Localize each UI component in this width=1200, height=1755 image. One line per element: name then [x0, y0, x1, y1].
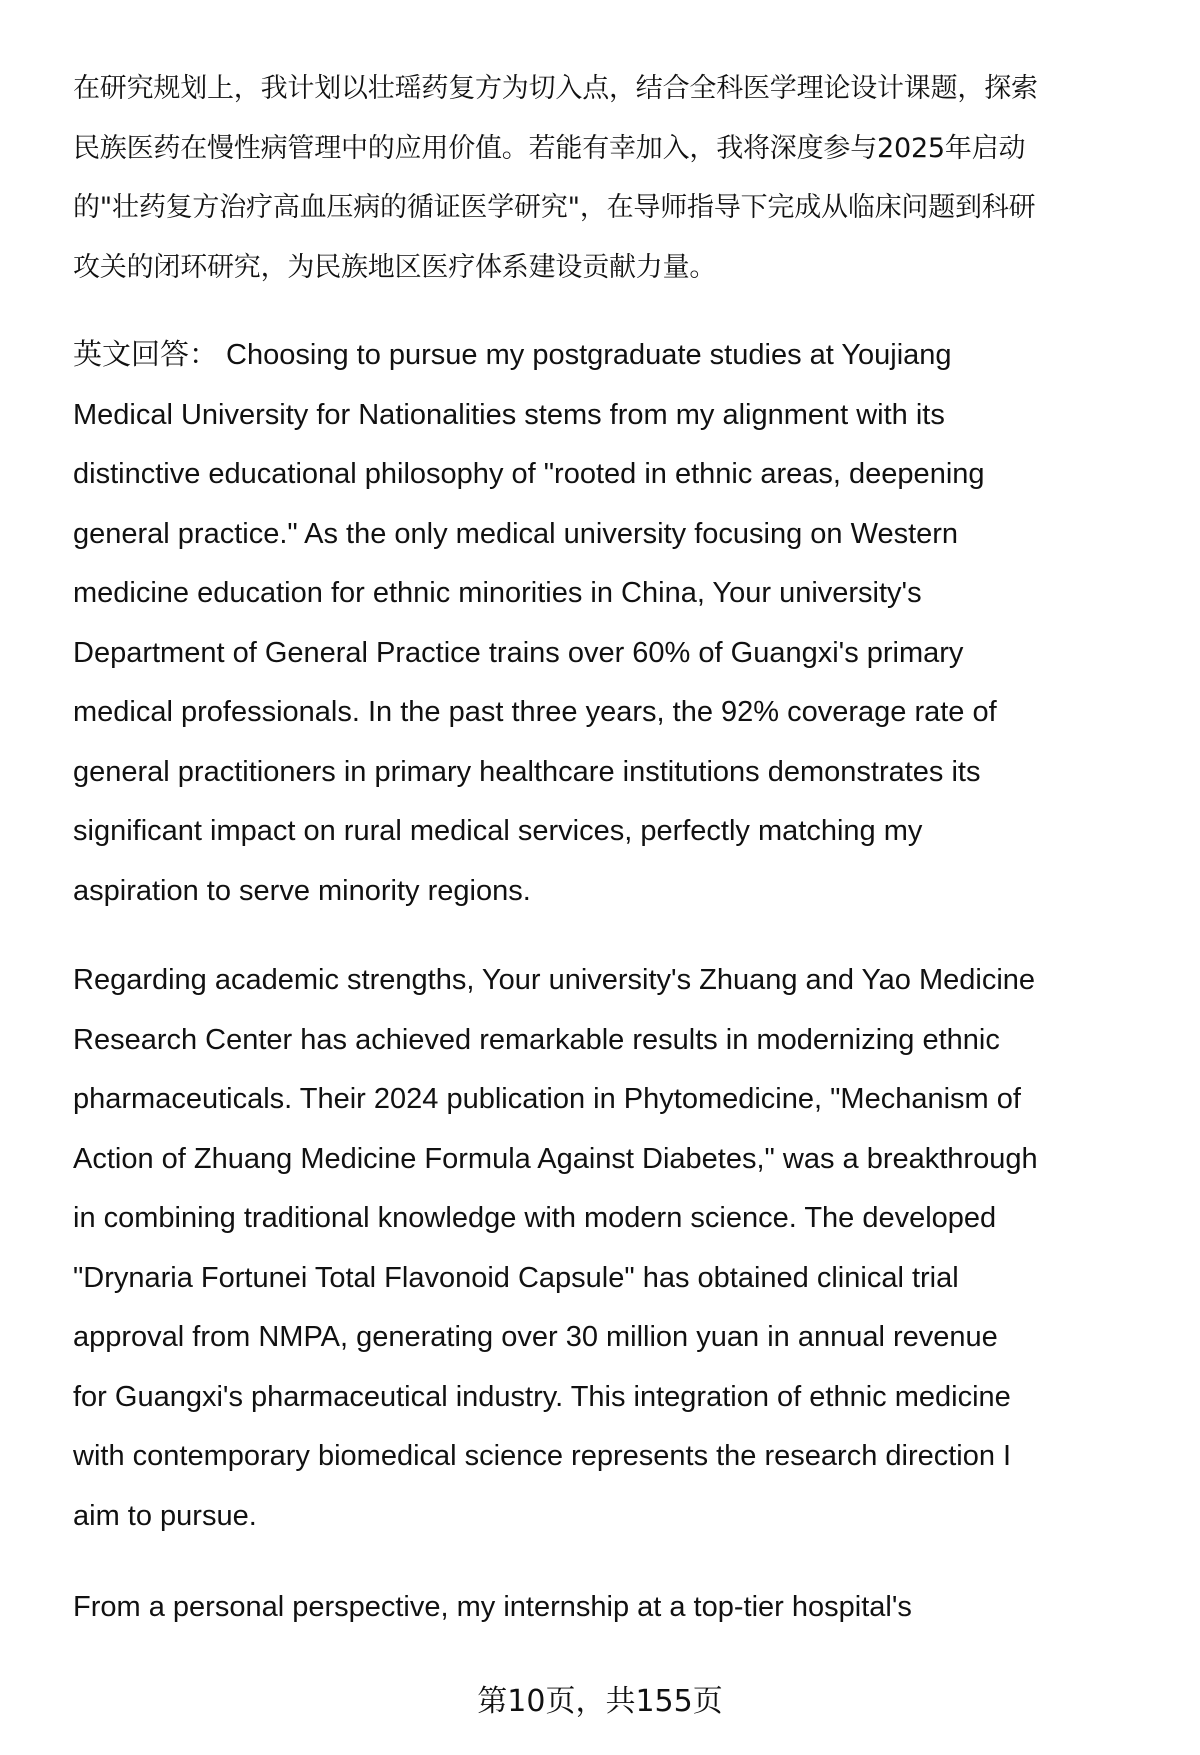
text-line: 民族医药在慢性病管理中的应用价值。若能有幸加入，我将深度参与2025年启动	[73, 132, 1026, 164]
text-line: 英文回答： Choosing to pursue my postgraduate studies at Youjiang	[73, 339, 952, 371]
text-line: 的"壮药复方治疗高血压病的循证医学研究"，在导师指导下完成从临床问题到科研	[73, 192, 1036, 223]
paragraph-personal-perspective	[73, 1578, 1163, 1638]
text-line: aim to pursue.	[73, 1499, 257, 1532]
text-line: 攻关的闭环研究，为民族地区医疗体系建设贡献力量。	[73, 251, 717, 283]
text-line: From a personal perspective, my internship at a top-tier hospital's	[73, 1591, 912, 1623]
paragraph-academic-strengths	[73, 951, 1163, 1546]
text-line: aspiration to serve minority regions.	[73, 874, 531, 907]
text-line: significant impact on rural medical services, perfectly matching my	[73, 815, 923, 847]
text-line: for Guangxi's pharmaceutical industry. This integration of ethnic medicine	[73, 1380, 1011, 1413]
text-line: Department of General Practice trains over 60% of Guangxi's primary	[73, 636, 964, 669]
paragraph-research-plan	[73, 59, 1163, 297]
text-line: in combining traditional knowledge with modern science. The developed	[73, 1202, 997, 1234]
paragraph-english-answer	[73, 326, 1163, 921]
text-line: Medical University for Nationalities stems from my alignment with its	[73, 398, 945, 431]
text-line: approval from NMPA, generating over 30 million yuan in annual revenue	[73, 1321, 998, 1353]
text-line: "Drynaria Fortunei Total Flavonoid Capsule" has obtained clinical trial	[73, 1261, 959, 1294]
text-line: distinctive educational philosophy of "rooted in ethnic areas, deepening	[73, 458, 985, 490]
text-line: Action of Zhuang Medicine Formula Against Diabetes," was a breakthrough	[73, 1142, 1038, 1175]
text-line: medical professionals. In the past three years, the 92% coverage rate of	[73, 696, 997, 728]
text-line: medicine education for ethnic minorities in China, Your university's	[73, 577, 922, 609]
page-number: 第10页，共155页	[477, 1684, 723, 1719]
text-line: Regarding academic strengths, Your university's Zhuang and Yao Medicine	[73, 964, 1036, 996]
text-line: Research Center has achieved remarkable results in modernizing ethnic	[73, 1023, 1000, 1056]
text-line: general practitioners in primary healthcare institutions demonstrates its	[73, 755, 981, 788]
text-line: with contemporary biomedical science represents the research direction I	[73, 1440, 1012, 1472]
text-line: general practice." As the only medical university focusing on Western	[73, 517, 959, 550]
text-line: 在研究规划上，我计划以壮瑶药复方为切入点，结合全科医学理论设计课题，探索	[73, 73, 1038, 104]
text-line: pharmaceuticals. Their 2024 publication in Phytomedicine, "Mechanism of	[73, 1083, 1021, 1115]
